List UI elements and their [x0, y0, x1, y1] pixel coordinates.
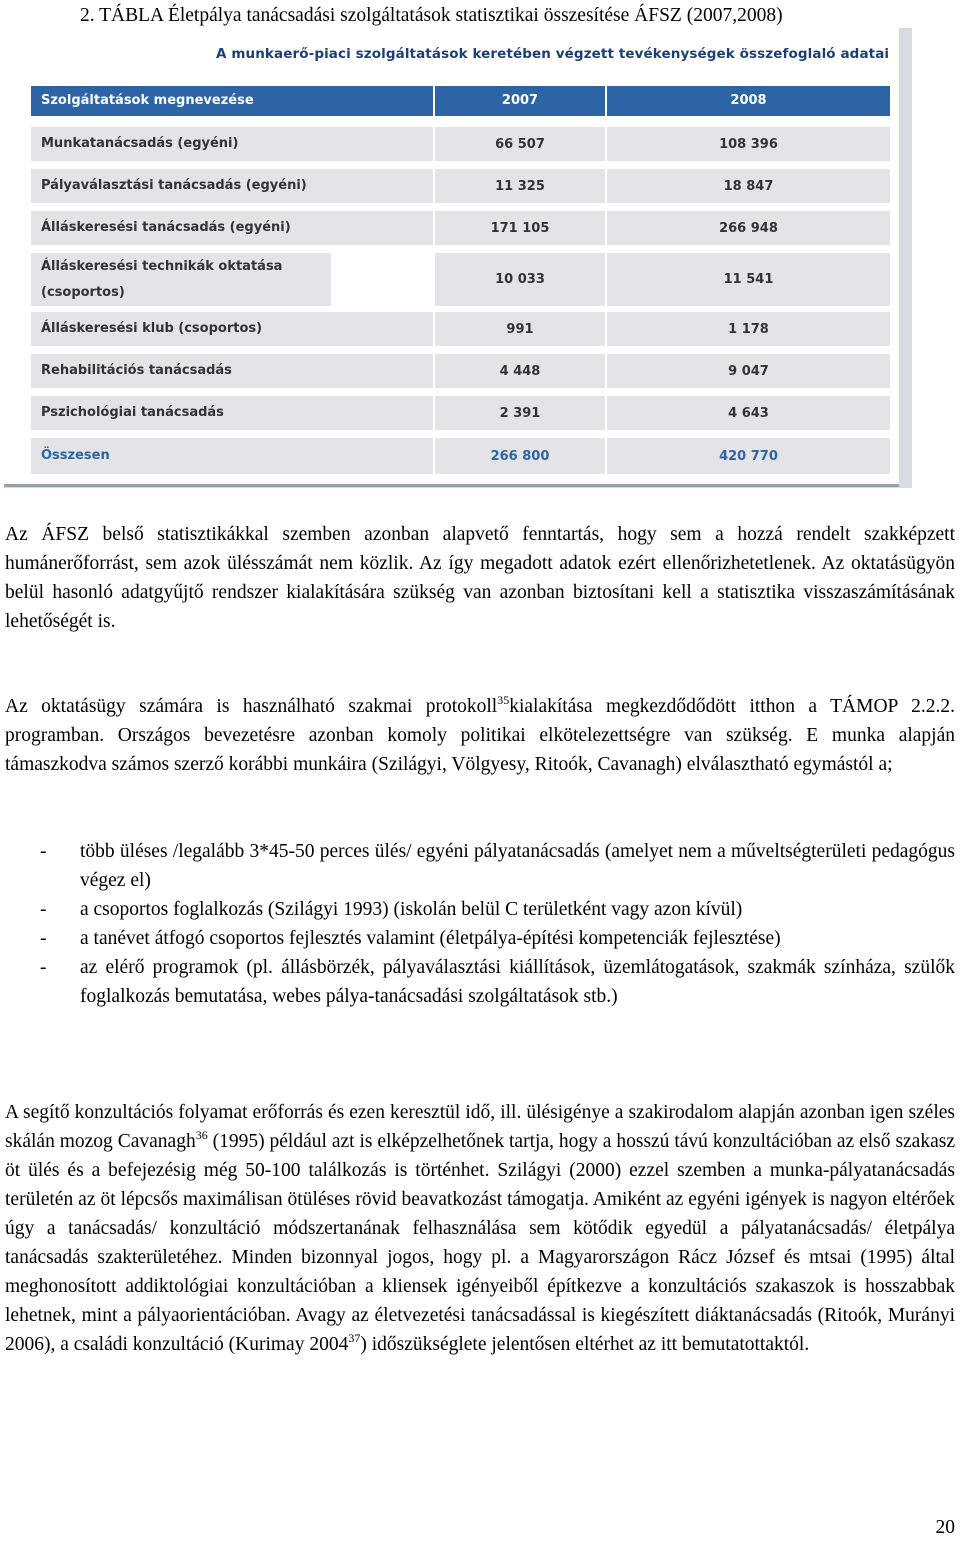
table-caption: 2. TÁBLA Életpálya tanácsadási szolgáltatások statisztikai összesítése ÁFSZ (2007,2008) [80, 5, 783, 26]
table-row [4, 211, 899, 245]
page-number: 20 [935, 1517, 955, 1538]
footnote-ref-35: 35 [497, 693, 510, 707]
paragraph-3 [5, 1098, 955, 1359]
list-item [5, 837, 955, 895]
table-bottom-border [4, 484, 899, 487]
table-row [4, 127, 899, 161]
statistics-table-image [4, 28, 912, 488]
table-row-total [4, 438, 899, 474]
value-2007: 266 800 [435, 438, 605, 474]
list-item [5, 895, 955, 924]
paragraph-2 [5, 692, 955, 779]
list-item-text: az elérő programok (pl. állásbörzék, pályaválasztási kiállítások, üzemlátogatások, szakmák színháza, szülők foglalkozás bemutatása, webes pálya-tanácsadási szolgáltatások stb.) [80, 957, 955, 1007]
row-label: Álláskeresési klub (csoportos) [31, 312, 433, 346]
table-row [4, 396, 899, 430]
header-service-name: Szolgáltatások megnevezése [31, 86, 433, 116]
table-row [4, 312, 899, 346]
value-2007: 4 448 [435, 354, 605, 388]
list-marker: - [40, 928, 47, 949]
value-2007: 991 [435, 312, 605, 346]
value-2008: 4 643 [607, 396, 890, 430]
table-row [4, 253, 899, 306]
row-label: Összesen [31, 438, 433, 474]
header-2007: 2007 [435, 86, 605, 116]
value-2008: 11 541 [607, 253, 890, 306]
table-row [4, 169, 899, 203]
list-item-text: több üléses /legalább 3*45-50 perces ülés/ egyéni pályatanácsadás (amelyet nem a műveltségterületi pedagógus végez el) [80, 841, 955, 891]
statistics-table [4, 28, 899, 486]
header-2008: 2008 [607, 86, 890, 116]
paragraph-2-text-a: Az oktatásügy számára is használható szakmai protokoll [5, 696, 498, 717]
value-2007: 10 033 [435, 253, 605, 306]
value-2008: 266 948 [607, 211, 890, 245]
bullet-list [5, 837, 955, 1011]
paragraph-3-text-a: A segítő konzultációs folyamat erőforrás és ezen keresztül idő, ill. ülésigénye a szakirodalom alapján azonban igen széles skálán mozog Cavanagh [5, 1102, 955, 1152]
row-label: Pályaválasztási tanácsadás (egyéni) [31, 169, 433, 203]
list-marker: - [40, 841, 47, 862]
list-item [5, 924, 955, 953]
value-2007: 11 325 [435, 169, 605, 203]
row-label: Rehabilitációs tanácsadás [31, 354, 433, 388]
list-item-text: a csoportos foglalkozás (Szilágyi 1993) (iskolán belül C területként vagy azon kívül) [80, 899, 743, 920]
row-label: Munkatanácsadás (egyéni) [31, 127, 433, 161]
row-label: Álláskeresési tanácsadás (egyéni) [31, 211, 433, 245]
footnote-ref-36: 36 [195, 1128, 208, 1142]
table-row [4, 354, 899, 388]
value-2007: 66 507 [435, 127, 605, 161]
value-2008: 18 847 [607, 169, 890, 203]
paragraph-2-text-b: kialakítása megkezdődődött itthon a TÁMOP 2.2.2. programban. Országos bevezetésre azonban komoly politikai elkötelezettségre van szükség. E munka alapján támaszkodva számos szerző korábbi munkáira (Szilágyi, Völgyesy, Ritoók, Cavanagh) elválasztható egymástól a; [5, 696, 955, 775]
value-2008: 420 770 [607, 438, 890, 474]
paragraph-3-text-c: ) időszükséglete jelentősen eltérhet az itt bemutatottaktól. [360, 1334, 810, 1355]
table-title: A munkaerő-piaci szolgáltatások keretében végzett tevékenységek összefoglaló adatai [216, 46, 890, 62]
row-label: Pszichológiai tanácsadás [31, 396, 433, 430]
footnote-ref-37: 37 [348, 1331, 361, 1345]
value-2007: 2 391 [435, 396, 605, 430]
value-2008: 108 396 [607, 127, 890, 161]
list-marker: - [40, 957, 47, 978]
row-label: Álláskeresési technikák oktatása (csoportos) [31, 253, 331, 306]
list-item-text: a tanévet átfogó csoportos fejlesztés valamint (életpálya-építési kompetenciák fejlesztése) [80, 928, 781, 949]
list-marker: - [40, 899, 47, 920]
paragraph-1: Az ÁFSZ belső statisztikákkal szemben azonban alapvető fenntartás, hogy sem a hozzá rendelt szakképzett humánerőforrást, sem azok ülésszámát nem közlik. Az így megadott adatok ezért ellenőrizhetetlenek. Az oktatásügyön belül hasonló adatgyűjtő rendszer kialakítására szükség van azonban biztosítani kell a statisztika visszaszámításának lehetőségét is. [5, 524, 955, 632]
value-2008: 1 178 [607, 312, 890, 346]
list-item [5, 953, 955, 1011]
paragraph-3-text-b: (1995) például azt is elképzelhetőnek tartja, hogy a hosszú távú konzultációban az első szakasz öt ülés és a befejezésig még 50-100 találkozás is történhet. Szilágyi (2000) ezzel szemben a munka-pályatanácsadás területén az öt lépcsős maximálisan ötüléses rövid beavatkozást támogatja. Amiként az egyéni igények is nagyon eltérőek úgy a tanácsadás/ konzultáció módszertanának felhasználása sem kötődik egyedül a pályatanácsadás/ életpálya tanácsadás szakterületéhez. Minden bizonnyal jogos, hogy pl. a Magyarországon Rácz József és mtsai (1995) által meghonosított addiktológiai konzultációban a kliensek igényeiből építkezve a konzultációs szakaszok is hosszabbak lehetnek, mint a pályaorientációban. Avagy az életvezetési tanácsadással is kiegészített diáktanácsadás (Ritoók, Murányi 2006), a családi konzultáció (Kurimay 2004 [5, 1131, 955, 1355]
value-2007: 171 105 [435, 211, 605, 245]
value-2008: 9 047 [607, 354, 890, 388]
